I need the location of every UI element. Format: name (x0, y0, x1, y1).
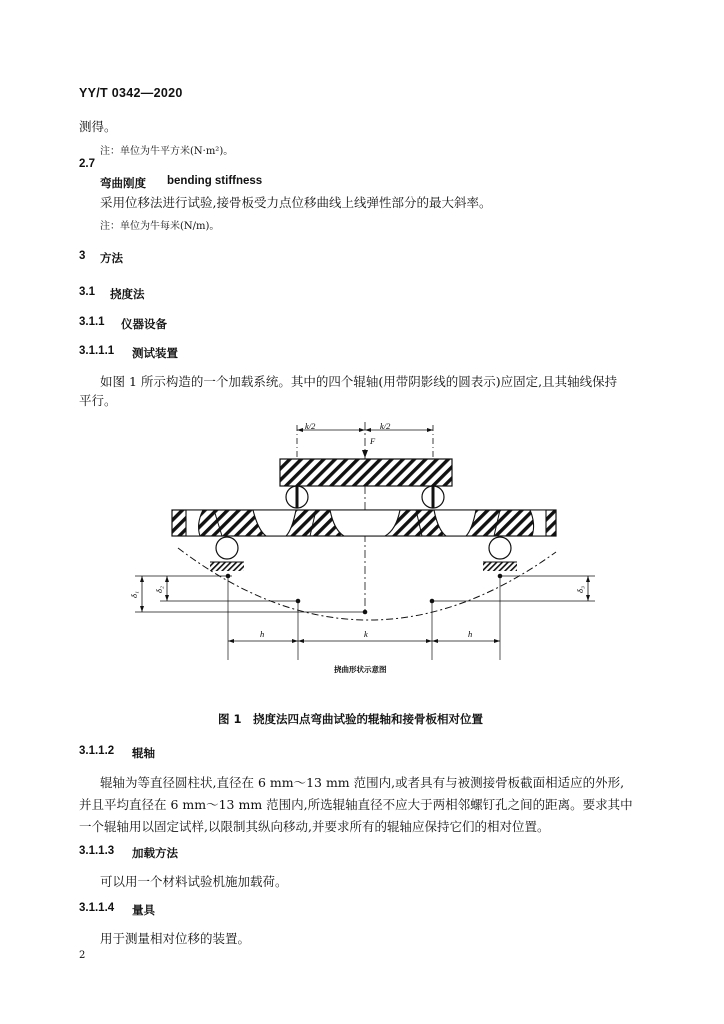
page-number: 2 (79, 950, 86, 961)
label-h-right: h (468, 629, 473, 639)
section-number: 3.1.1 (79, 316, 105, 328)
section-title: 挠度法 (110, 287, 145, 301)
section-title: 量具 (132, 903, 155, 917)
term-title-en: bending stiffness (167, 175, 263, 187)
four-point-bending-figure (100, 415, 620, 685)
label-k: k (364, 629, 368, 639)
label-force: F (370, 436, 376, 446)
note: 注：单位为牛每米(N/m)。 (100, 221, 220, 232)
section-number: 3.1.1.2 (79, 745, 115, 757)
term-definition: 采用位移法进行试验,接骨板受力点位移曲线上线弹性部分的最大斜率。 (100, 195, 492, 210)
paragraph-tail: 测得。 (79, 119, 117, 134)
paragraph-line: 用于测量相对位移的装置。 (100, 931, 251, 946)
label-k-half-left: k/2 (305, 421, 316, 431)
section-title: 方法 (100, 251, 123, 265)
section-number: 3.1.1.1 (79, 345, 115, 357)
section-number: 3.1 (79, 286, 95, 298)
paragraph-line: 一个辊轴用以固定试样,以限制其纵向移动,并要求所有的辊轴应保持它们的相对位置。 (79, 819, 550, 834)
section-number: 3 (79, 250, 86, 262)
paragraph-line: 如图 1 所示构造的一个加载系统。其中的四个辊轴(用带阴影线的圆表示)应固定,且其轴线保持 (100, 374, 618, 389)
label-delta-2: δ₂ (154, 586, 164, 593)
paragraph-line: 并且平均直径在 6 mm～13 mm 范围内,所选辊轴直径不应大于两相邻螺钉孔之间的距离。要求其中 (79, 797, 633, 812)
term-number: 2.7 (79, 158, 95, 170)
section-title: 加载方法 (132, 846, 178, 860)
label-k-half-right: k/2 (380, 421, 391, 431)
note: 注：单位为牛平方米(N·m²)。 (100, 146, 234, 157)
figure-inner-caption: 挠曲形状示意图 (334, 665, 387, 674)
paragraph-line: 可以用一个材料试验机施加载荷。 (100, 874, 288, 889)
section-title: 辊轴 (132, 746, 155, 760)
standard-id: YY/T 0342—2020 (79, 86, 183, 100)
section-number: 3.1.1.3 (79, 845, 115, 857)
section-number: 3.1.1.4 (79, 902, 115, 914)
label-delta-3: δ₃ (575, 586, 585, 593)
paragraph-line: 辊轴为等直径圆柱状,直径在 6 mm～13 mm 范围内,或者具有与被测接骨板截面相适应的外形, (100, 775, 625, 790)
section-title: 测试装置 (132, 346, 178, 360)
paragraph-line: 平行。 (79, 393, 117, 408)
label-delta-1: δ₁ (129, 591, 139, 598)
section-title: 仪器设备 (121, 317, 167, 331)
label-h-left: h (260, 629, 265, 639)
figure-caption: 图 1 挠度法四点弯曲试验的辊轴和接骨板相对位置 (218, 712, 484, 726)
term-title-zh: 弯曲刚度 (100, 176, 146, 190)
